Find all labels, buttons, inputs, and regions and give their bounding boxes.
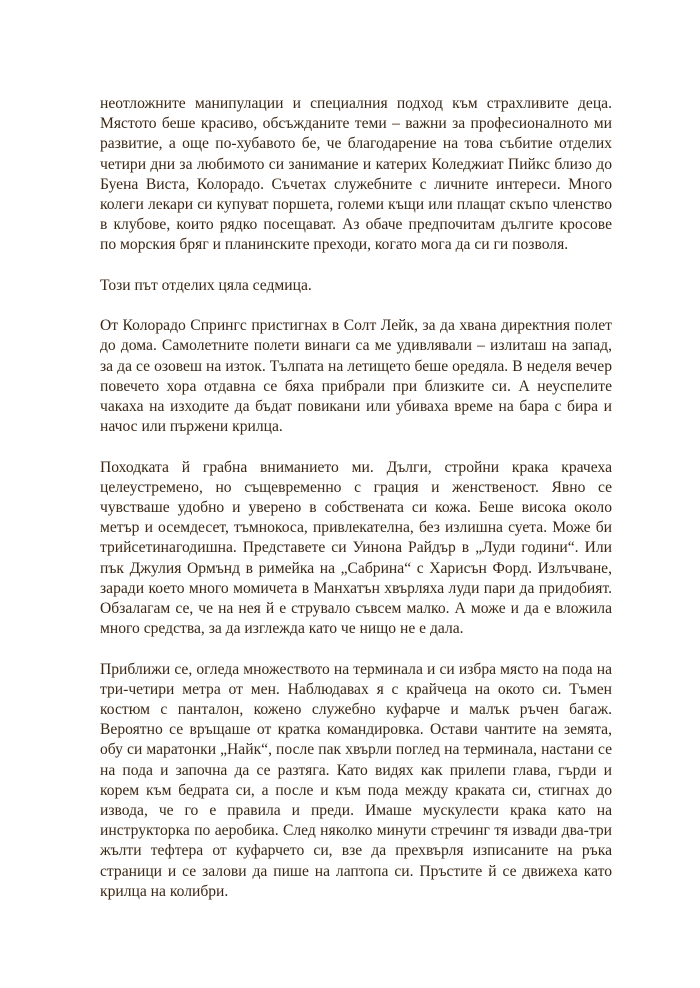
paragraph-4: Походката й грабна вниманието ми. Дълги, стройни крака крачеха целеустремено, но същевременно с грация и женственост. Явно се чувстваше удобно и уверено в собствената си кожа. Беше висока около метър и осемдесет, тъмнокоса, привлекателна, без излишна суета. Може би трийсетинагодишна. Представете си Уинона Райдър в „Луди години“. Или пък Джулия Ормънд в римейка на „Сабрина“ с Харисън Форд. Излъчване, заради което много момичета в Манхатън хвърляха луди пари да придобият. Обзалагам се, че на нея й е струвало съвсем малко. А може и да е вложила много средства, за да изглежда като че нищо не е дала.	[100, 458, 612, 638]
paragraph-1: неотложните манипулации и специалния подход към страхливите деца. Мястото беше красиво, обсъжданите теми – важни за професионалното ми развитие, а още по-хубавото бе, че благодарение на това събитие отделих четири дни за любимото си занимание и катерих Коледжиат Пийкс близо до Буена Виста, Колорадо. Съчетах служебните с личните интереси. Много колеги лекари си купуват поршета, големи къщи или плащат скъпо членство в клубове, които рядко посещават. Аз обаче предпочитам дългите кросове по морския бряг и планинските преходи, когато мога да си ги позволя.	[100, 95, 612, 254]
paragraph-3: От Колорадо Спрингс пристигнах в Солт Лейк, за да хвана директния полет до дома. Самолетните полети винаги са ме удивлявали – излиташ на запад, за да се озовеш на изток. Тълпата на летището беше оредяла. В неделя вечер повечето хора отдавна се бяха прибрали при близките си. А неуспелите чакаха на изходите да бъдат повикани или убиваха време на бара с бира и начос или пържени крилца.	[100, 317, 612, 436]
body-text	[100, 94, 612, 902]
paragraph-5: Приближи се, огледа множеството на терминала и си избра място на пода на три-четири метра от мен. Наблюдавах я с крайчеца на окото си. Тъмен костюм с панталон, кожено служебно куфарче и малък ръчен багаж. Вероятно се връщаше от кратка командировка. Остави чантите на земята, обу си маратонки „Найк“, после пак хвърли поглед на терминала, настани се на пода и започна да се разтяга. Като видях как прилепи глава, гърди и корем към бедрата си, а после и към пода между краката си, стигнах до извода, че го е правила и преди. Имаше мускулести крака като на инструкторка по аеробика. След няколко минути стречинг тя извади два-три жълти тефтера от куфарчето си, взе да прехвърля изписаните на ръка страници и се залови да пише на лаптопа си. Пръстите й се движеха като крилца на колибри.	[100, 660, 612, 900]
paragraph-2: Този път отделих цяла седмица.	[100, 276, 312, 294]
